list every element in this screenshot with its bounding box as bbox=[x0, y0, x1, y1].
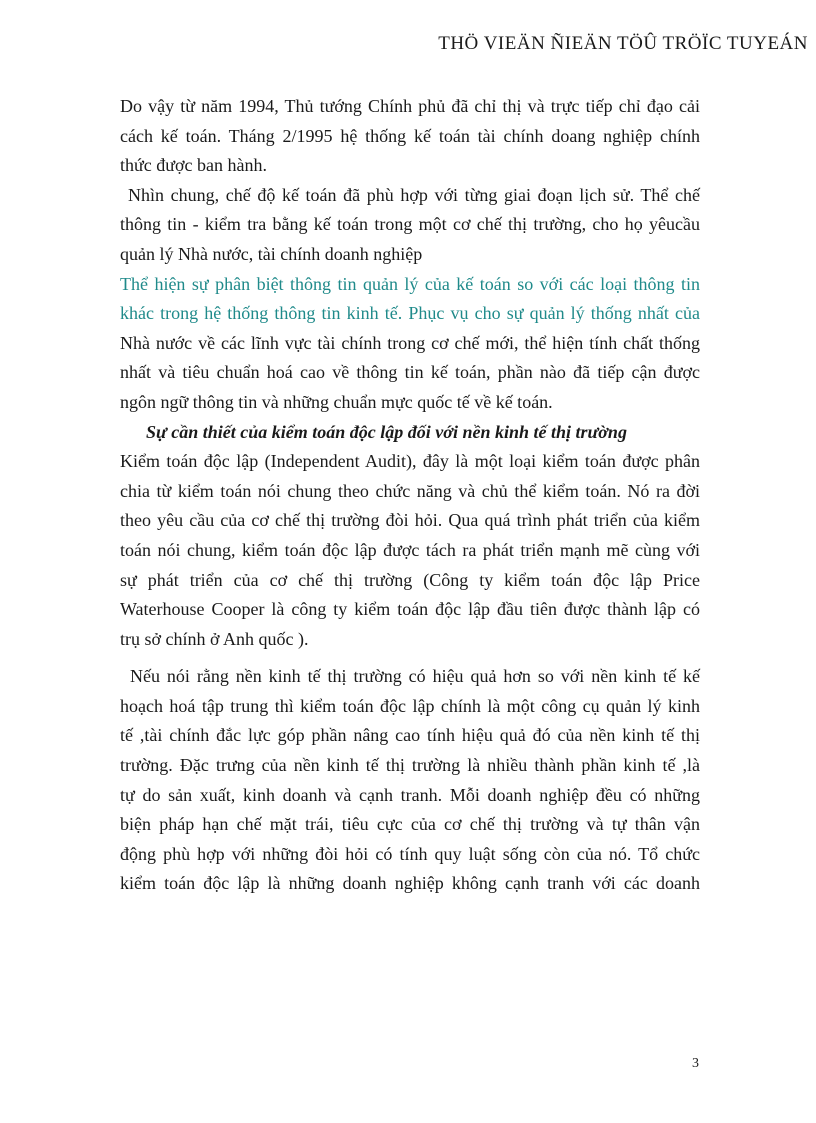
paragraph bbox=[120, 662, 700, 899]
paragraph bbox=[120, 447, 700, 654]
highlighted-text-line: khác trong hệ thống thông tin kinh tế. Phục vụ cho sự quản lý thống nhất của bbox=[120, 303, 700, 324]
document-body bbox=[120, 92, 700, 899]
text-line: hoạch hoá tập trung thì kiểm toán độc lập chính là một công cụ quản lý kinh bbox=[120, 695, 700, 716]
text-line: thức được ban hành. bbox=[120, 155, 267, 176]
paragraph bbox=[120, 92, 700, 181]
text-line: thông tin - kiểm tra bằng kế toán trong một cơ chế thị trường, cho họ yêucầu bbox=[120, 214, 700, 235]
text-line: trường. Đặc trưng của nền kinh tế thị trường là nhiều thành phần kinh tế ,là bbox=[120, 755, 700, 776]
text-line: tự do sản xuất, kinh doanh và cạnh tranh. Mỗi doanh nghiệp đều có những bbox=[120, 784, 700, 805]
section-heading: Sự cần thiết của kiểm toán độc lập đối với nền kinh tế thị trường bbox=[146, 421, 627, 442]
text-line: Kiểm toán độc lập (Independent Audit), đây là một loại kiểm toán được phân bbox=[120, 451, 700, 472]
paragraph bbox=[120, 270, 700, 418]
text-line: toán nói chung, kiểm toán độc lập được tách ra phát triển mạnh mẽ cùng với bbox=[120, 539, 700, 560]
text-line: chia từ kiểm toán nói chung theo chức năng và chủ thể kiểm toán. Nó ra đời bbox=[120, 480, 700, 501]
text-line: nhất và tiêu chuẩn hoá cao về thông tin kế toán, phần nào đã tiếp cận được bbox=[120, 362, 700, 383]
page-number: 3 bbox=[692, 1056, 699, 1071]
text-line: Nhà nước về các lĩnh vực tài chính trong cơ chế mới, thể hiện tính chất thống bbox=[120, 332, 700, 353]
text-line: Waterhouse Cooper là công ty kiểm toán độc lập đầu tiên được thành lập có bbox=[120, 599, 700, 620]
text-line: trụ sở chính ở Anh quốc ). bbox=[120, 628, 309, 649]
text-line: biện pháp hạn chế mặt trái, tiêu cực của cơ chế thị trường và tự thân vận bbox=[120, 814, 700, 835]
text-line: Do vậy từ năm 1994, Thủ tướng Chính phủ đã chỉ thị và trực tiếp chỉ đạo cải bbox=[120, 96, 700, 116]
paragraph-spacer bbox=[120, 654, 700, 662]
text-line: kiểm toán độc lập là những doanh nghiệp không cạnh tranh với các doanh bbox=[120, 873, 700, 894]
page-header: THÖ VIEÄN ÑIEÄN TÖÛ TRÖÏC TUYEÁN bbox=[438, 33, 808, 54]
highlighted-text-line: Thể hiện sự phân biệt thông tin quản lý của kế toán so với các loại thông tin bbox=[120, 273, 700, 294]
text-line: tế ,tài chính đắc lực góp phần nâng cao tính hiệu quả đó của nền kinh tế thị bbox=[120, 725, 700, 746]
paragraph bbox=[120, 181, 700, 270]
text-line: cách kế toán. Tháng 2/1995 hệ thống kế toán tài chính doang nghiệp chính bbox=[120, 125, 700, 146]
text-line: quản lý Nhà nước, tài chính doanh nghiệp bbox=[120, 243, 423, 264]
text-line: Nhìn chung, chế độ kế toán đã phù hợp với từng giai đoạn lịch sử. Thể chế bbox=[128, 184, 700, 205]
text-line: ngôn ngữ thông tin và những chuẩn mực quốc tế về kế toán. bbox=[120, 391, 553, 412]
text-line: Nếu nói rằng nền kinh tế thị trường có hiệu quả hơn so với nền kinh tế kế bbox=[130, 666, 700, 687]
text-line: sự phát triển của cơ chế thị trường (Công ty kiểm toán độc lập Price bbox=[120, 569, 700, 590]
text-line: động phù hợp với những đòi hỏi có tính quy luật sống còn của nó. Tổ chức bbox=[120, 843, 700, 864]
text-line: theo yêu cầu của cơ chế thị trường đòi hỏi. Qua quá trình phát triển của kiểm bbox=[120, 510, 700, 531]
